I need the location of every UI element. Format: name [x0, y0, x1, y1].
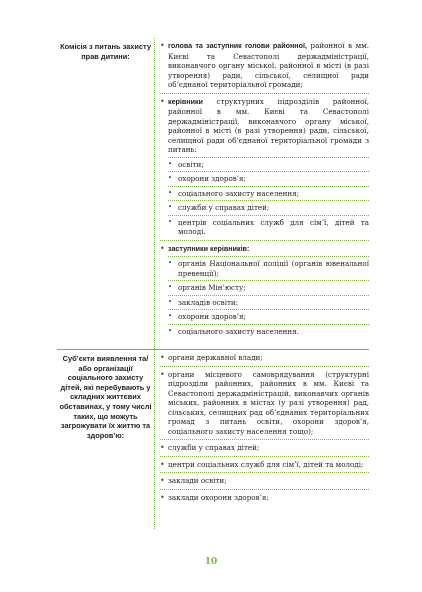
- item-lead: голова та заступник голови районної,: [168, 42, 307, 50]
- content-table: [57, 38, 369, 529]
- dotted-divider: [160, 472, 369, 473]
- item-lead: заступники керівників:: [168, 244, 250, 253]
- table-row-commission: [57, 38, 369, 349]
- dotted-divider: [168, 295, 369, 296]
- dotted-divider: [160, 456, 369, 457]
- dotted-divider: [168, 215, 369, 216]
- dotted-divider: [160, 439, 369, 440]
- list-item-managers: [160, 97, 369, 155]
- list-item: • служби у справах дітей;: [160, 443, 369, 453]
- sub-list-item: • охорони здоров’я;: [160, 174, 369, 184]
- sub-list-item: • соціального захисту населення;: [160, 189, 369, 199]
- dotted-divider: [168, 324, 369, 325]
- page-number: 10: [204, 557, 218, 567]
- dotted-divider: [168, 171, 369, 172]
- list-item: • заклади освіти;: [160, 476, 369, 486]
- dotted-divider: [168, 256, 369, 257]
- list-item: • органи державної влади;: [160, 350, 369, 363]
- sub-list-item: • служби у справах дітей;: [160, 203, 369, 213]
- sub-list-item: • соціального захисту населення.: [160, 327, 369, 337]
- sub-list-item: • органів Мін’юсту;: [160, 283, 369, 293]
- item-text: районної в мм. Києві та Севастополі держадміністрації, виконавчого органу міської, районної в місті (в разі утворення) ради, сільської, селищної ради об’єднаної територіальної громади;: [168, 41, 369, 89]
- dotted-divider: [168, 157, 369, 158]
- list-item-deputies: [160, 244, 369, 255]
- list-item: • центри соціальних служб для сім’ї, дітей та молоді;: [160, 460, 369, 470]
- list-item-heads: [160, 38, 369, 90]
- dotted-divider: [168, 200, 369, 201]
- item-text: структурних підрозділів районної, районної в мм. Києві та Севастополі держадміністрації, виконавчого органу міської, районної в місті (в разі утворення) ради, сільської, селищної ради об’єднаної територіальної громади з питань:: [168, 96, 369, 154]
- row-label-commission: Комісія з питань захисту прав дитини:: [57, 38, 155, 349]
- dotted-divider: [168, 280, 369, 281]
- sub-list-item: • охорони здоров’я;: [160, 312, 369, 322]
- sub-list-item: • органів Національної поліції (органів ювенальної превенції);: [160, 259, 369, 278]
- dotted-divider: [160, 489, 369, 490]
- table-row-subjects: [57, 350, 369, 529]
- row-label-subjects: Суб’єкти виявлення та/або організації соціального захисту дітей, які перебувають у складних життєвих обставинах, у тому числі таких, що можуть загрожувати їх життю та здоров’ю:: [57, 350, 155, 529]
- dotted-divider: [160, 93, 369, 94]
- dotted-divider: [160, 366, 369, 367]
- row-content-commission: [155, 38, 369, 349]
- item-lead: керівники: [168, 97, 203, 106]
- sub-list-item: • закладів освіти;: [160, 298, 369, 308]
- list-item: • заклади охорони здоров’я;: [160, 493, 369, 503]
- sub-list-item: • освіти;: [160, 160, 369, 170]
- list-item: • органи місцевого самоврядування (структурні підрозділи районних, районних в мм. Києві та Севастополі держадміністрацій, виконавчих органів міських, районних в містах (у разі утворення) рад, сільських, селищних рад об’єднаних територіальних громад з питань освіти, охорони здоров’я, соціального захисту населення тощо);: [160, 370, 369, 437]
- dotted-divider: [168, 309, 369, 310]
- sub-list-item: • центрів соціальних служб для сім’ї, дітей та молоді.: [160, 218, 369, 237]
- row-content-subjects: [155, 350, 369, 529]
- dotted-divider: [168, 186, 369, 187]
- dotted-divider: [160, 240, 369, 241]
